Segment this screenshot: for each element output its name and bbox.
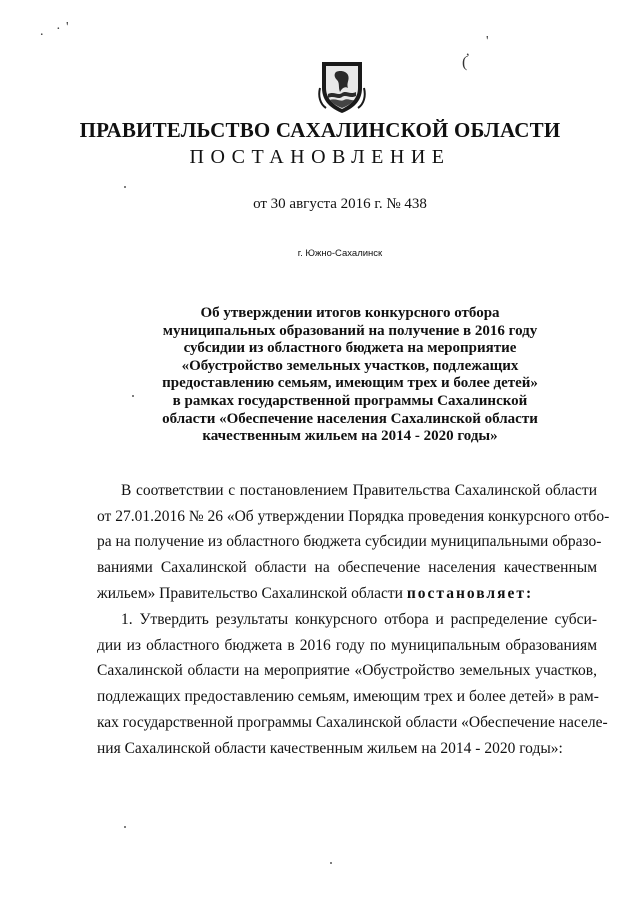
scan-artifact: [124, 826, 126, 828]
scan-artifact: ,: [466, 44, 470, 59]
subject-line: муниципальных образований на получение в 2016 году: [162, 322, 538, 339]
subject-line: «Обустройство земельных участков, подлежащих: [181, 357, 519, 374]
subject-line: Об утверждении итогов конкурсного отбора: [200, 305, 500, 321]
body-line: дии из областного бюджета в 2016 году по муниципальным образованиям: [97, 636, 597, 654]
subject-line: в рамках государственной программы Сахалинской: [172, 392, 528, 409]
subject-line: качественным жильем на 2014 - 2020 годы»: [202, 428, 498, 445]
decree-verb: постановляет:: [406, 584, 534, 602]
body-line: [97, 581, 597, 607]
government-title: ПРАВИТЕЛЬСТВО САХАЛИНСКОЙ ОБЛАСТИ: [79, 118, 561, 142]
body-line: ках государственной программы Сахалинской области «Обеспечение населе-: [97, 713, 608, 731]
scan-artifact: [330, 862, 332, 864]
subject-line: области «Обеспечение населения Сахалинской области: [162, 410, 538, 427]
body-line: подлежащих предоставлению семьям, имеющим трех и более детей» в рам-: [97, 688, 599, 706]
subject-line: субсидии из областного бюджета на мероприятие: [183, 340, 517, 357]
body-line: ния Сахалинской области качественным жильем на 2014 - 2020 годы»:: [97, 739, 563, 757]
body-line: ваниями Сахалинской области на обеспечение населения качественным: [97, 559, 597, 577]
scan-artifact: .: [40, 24, 44, 39]
sakhalin-coat-of-arms-icon: [318, 58, 366, 114]
body-line: Сахалинской области на мероприятие «Обустройство земельных участков,: [97, 662, 597, 680]
scan-artifact: ': [486, 34, 489, 49]
scan-artifact: (: [462, 54, 468, 71]
document-subject: [130, 305, 570, 446]
body-line-text: жильем» Правительство Сахалинской области: [97, 584, 407, 602]
body-line: от 27.01.2016 № 26 «Об утверждении Порядка проведения конкурсного отбо-: [97, 507, 610, 525]
scan-artifact: [124, 186, 126, 188]
body-line: ра на получение из областного бюджета субсидии муниципальными образо-: [97, 533, 602, 551]
document-type: ПОСТАНОВЛЕНИЕ: [189, 146, 451, 168]
body-paragraph-2: [97, 607, 608, 761]
body-line: 1. Утвердить результаты конкурсного отбора и распределение субси-: [121, 611, 597, 628]
scan-artifact: ': [66, 20, 69, 35]
city-line: г. Южно-Сахалинск: [297, 248, 383, 259]
date-and-number: от 30 августа 2016 г. № 438: [253, 196, 427, 212]
subject-line: предоставлению семьям, имеющим трех и более детей»: [162, 375, 538, 392]
scan-artifact: ·: [56, 22, 61, 37]
body-paragraph-1: [97, 478, 610, 607]
body-line: В соответствии с постановлением Правительства Сахалинской области: [121, 482, 597, 499]
